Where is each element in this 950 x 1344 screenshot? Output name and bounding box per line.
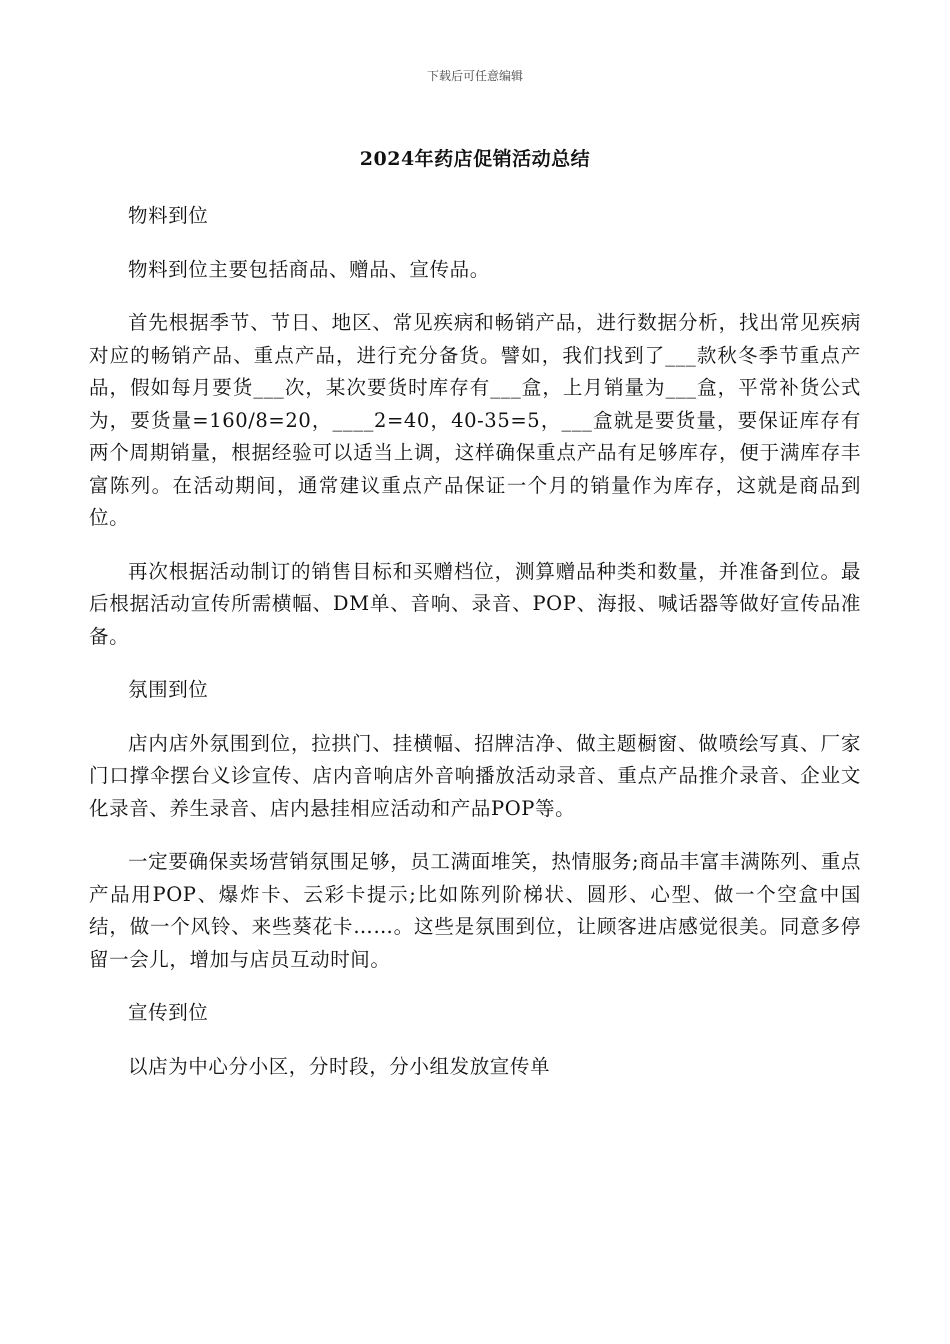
paragraph: 以店为中心分小区，分时段，分小组发放宣传单 — [128, 1054, 551, 1078]
paragraph: 店内店外氛围到位，拉拱门、挂横幅、招牌洁净、做主题橱窗、做喷绘写真、厂家门口撑伞摆台义诊宣传、店内音响店外音响播放活动录音、重点产品推介录音、企业文化录音、养生录音、店内悬挂相应活动和产品POP等。 — [89, 731, 861, 820]
document-body — [89, 200, 861, 1104]
paragraph: 首先根据季节、节日、地区、常见疾病和畅销产品，进行数据分析，找出常见疾病对应的畅销产品、重点产品，进行充分备货。譬如，我们找到了___款秋冬季节重点产品，假如每月要货___次，某次要货时库存有___盒，上月销量为___盒，平常补货公式为，要货量=160/8=20，____2=40，40-35=5，___盒就是要货量，要保证库存有两个周期销量，根据经验可以适当上调，这样确保重点产品有足够库存，便于满库存丰富陈列。在活动期间，通常建议重点产品保证一个月的销量作为库存，这就是商品到位。 — [89, 311, 861, 529]
section-heading-materials: 物料到位 — [128, 204, 209, 227]
paragraph: 物料到位主要包括商品、赠品、宣传品。 — [128, 257, 490, 281]
section-heading-atmosphere: 氛围到位 — [128, 678, 209, 701]
header-note: 下载后可任意编辑 — [426, 69, 523, 83]
section-heading-promotion: 宣传到位 — [128, 1001, 209, 1024]
paragraph: 一定要确保卖场营销氛围足够，员工满面堆笑，热情服务;商品丰富丰满陈列、重点产品用POP、爆炸卡、云彩卡提示;比如陈列阶梯状、圆形、心型、做一个空盒中国结，做一个风铃、来些葵花卡……。这些是氛围到位，让顾客进店感觉很美。同意多停留一会儿，增加与店员互动时间。 — [89, 850, 861, 971]
paragraph: 再次根据活动制订的销售目标和买赠档位，测算赠品种类和数量，并准备到位。最后根据活动宣传所需横幅、DM单、音响、录音、POP、海报、喊话器等做好宣传品准备。 — [89, 559, 861, 648]
document-title: 2024年药店促销活动总结 — [359, 148, 591, 170]
